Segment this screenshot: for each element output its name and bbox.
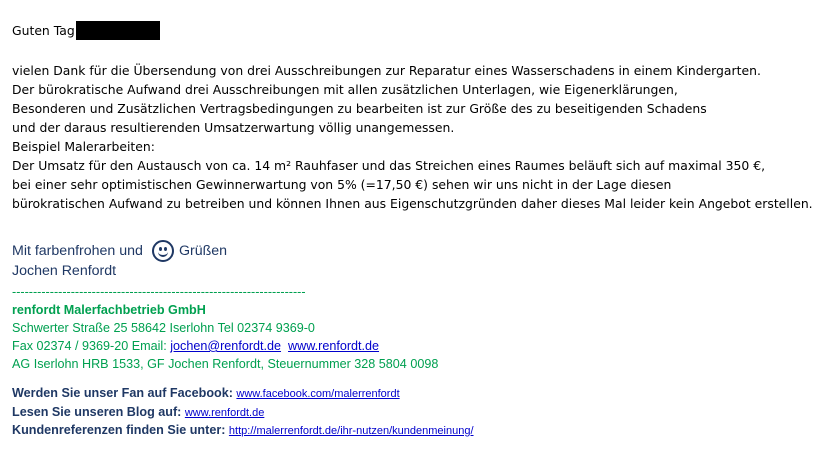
email-link[interactable]: jochen@renfordt.de bbox=[170, 339, 282, 353]
body-line: und der daraus resultierenden Umsatzerwartung völlig unangemessen. bbox=[12, 120, 455, 135]
facebook-link[interactable]: www.facebook.com/malerrenfordt bbox=[236, 388, 400, 400]
website-link[interactable]: www.renfordt.de bbox=[288, 339, 380, 353]
company-name: renfordt Malerfachbetrieb GmbH bbox=[12, 303, 206, 317]
blog-label: Lesen Sie unseren Blog auf: bbox=[12, 404, 185, 419]
company-registry: AG Iserlohn HRB 1533, GF Jochen Renfordt, Steuernummer 328 5804 0098 bbox=[12, 357, 439, 371]
blog-link[interactable]: www.renfordt.de bbox=[184, 406, 265, 419]
body-line: Beispiel Malerarbeiten: bbox=[12, 139, 155, 154]
fax-email-line bbox=[12, 337, 438, 355]
blog-row bbox=[12, 403, 474, 422]
signature-block bbox=[12, 283, 438, 373]
signature-separator: ---------------------------------------------------------------------- bbox=[12, 285, 306, 299]
message-paragraph bbox=[12, 61, 813, 213]
greeting-line bbox=[12, 21, 160, 40]
facebook-label: Werden Sie unser Fan auf Facebook: bbox=[12, 386, 237, 400]
closing-text-after: Grüßen bbox=[178, 243, 228, 259]
sender-name: Jochen Renfordt bbox=[12, 263, 117, 279]
company-address: Schwerter Straße 25 58642 Iserlohn Tel 02374 9369-0 bbox=[12, 321, 315, 335]
body-line: bei einer sehr optimistischen Gewinnerwartung von 5% (=17,50 €) sehen wir uns nicht in der Lage diesen bbox=[12, 177, 672, 192]
body-line: Der bürokratische Aufwand drei Ausschreibungen mit allen zusätzlichen Unterlagen, wie Eigenerklärungen, bbox=[12, 82, 678, 97]
closing-text-before: Mit farbenfrohen und bbox=[12, 243, 143, 259]
body-line: Besonderen und Zusätzlichen Vertragsbedingungen zu bearbeiten ist zur Größe des zu beseitigenden Schadens bbox=[12, 101, 707, 116]
references-link[interactable]: http://malerrenfordt.de/ihr-nutzen/kundenmeinung/ bbox=[228, 425, 474, 437]
promo-links bbox=[12, 384, 474, 440]
references-row bbox=[12, 421, 474, 440]
smiley-icon bbox=[152, 240, 174, 262]
greeting: Guten Tag bbox=[12, 23, 75, 38]
closing-block bbox=[12, 236, 227, 283]
body-line: bürokratischen Aufwand zu betreiben und können Ihnen aus Eigenschutzgründen daher dieses Mal leider kein Angebot erstellen. bbox=[12, 196, 813, 211]
facebook-row bbox=[12, 384, 474, 403]
body-line: vielen Dank für die Übersendung von drei Ausschreibungen zur Reparatur eines Wasserschadens in einem Kindergarten. bbox=[12, 63, 761, 78]
body-line: Der Umsatz für den Austausch von ca. 14 m² Rauhfaser und das Streichen eines Raumes beläuft sich auf maximal 350 €, bbox=[12, 158, 766, 173]
references-label: Kundenreferenzen finden Sie unter: bbox=[12, 423, 229, 437]
closing-greeting bbox=[12, 236, 227, 266]
fax-label: Fax 02374 / 9369-20 Email: bbox=[12, 339, 171, 353]
redaction-box bbox=[76, 21, 160, 40]
